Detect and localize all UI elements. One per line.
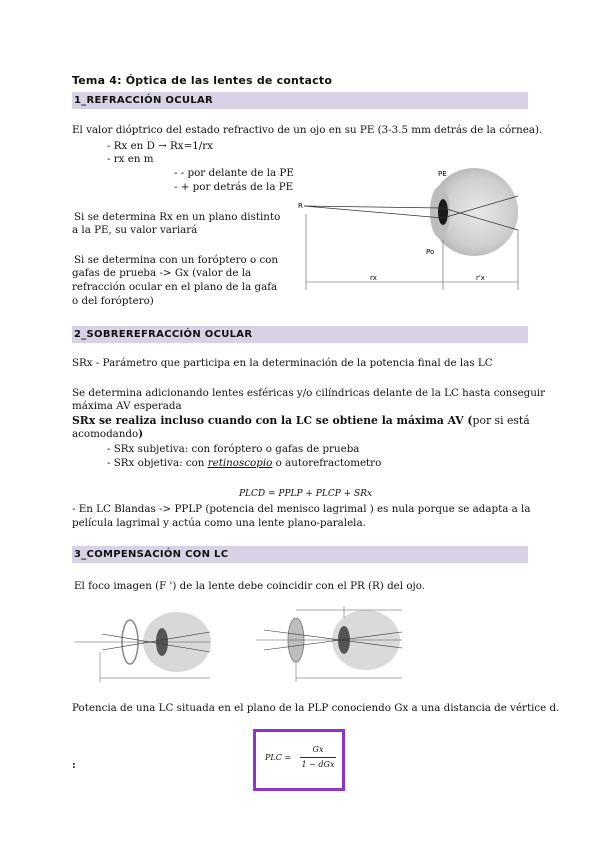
- s2-paragraph-3-line-1: [72, 414, 530, 427]
- compensation-diagram-left: [72, 604, 212, 684]
- lens-shape: [438, 199, 448, 225]
- s1-paragraph-3-line-1: Si se determina con un foróptero o con: [74, 254, 279, 266]
- s2-note: por si está: [472, 414, 530, 427]
- formula-plc-lhs: PLC =: [265, 753, 292, 762]
- s2-list-item-2-a: - SRx objetiva: con: [107, 457, 208, 469]
- section-heading-refraccion: 1_REFRACCIÓN OCULAR: [72, 92, 528, 109]
- s1-list-item-3: - - por delante de la PE: [174, 167, 294, 179]
- s1-list-item-2: - rx en m: [107, 153, 154, 165]
- label-rxp: r'x: [476, 274, 485, 282]
- s2-paragraph-4-line-2: película lagrimal y actúa como una lente plano-paralela.: [72, 517, 366, 529]
- s3-paragraph-1: El foco imagen (F ') de la lente debe coincidir con el PR (R) del ojo.: [74, 580, 426, 592]
- s2-paragraph-3-line-2: [72, 428, 143, 441]
- label-rx: rx: [370, 274, 377, 282]
- s3-colon: :: [72, 759, 76, 771]
- s1-paragraph-2-line-2: a la PE, su valor variará: [72, 224, 198, 236]
- s1-paragraph-3-line-3: refracción ocular en el plano de la gafa: [72, 281, 278, 293]
- eye-refraction-diagram: [296, 160, 528, 300]
- s1-paragraph-3-line-4: o del foróptero): [72, 295, 154, 307]
- s2-paragraph-4-line-1: - En LC Blandas -> PPLP (potencia del menisco lagrimal ) es nula porque se adapta a la: [72, 503, 531, 515]
- retinoscopio-link[interactable]: retinoscopio: [207, 457, 273, 469]
- s2-note-2: acomodando: [72, 428, 139, 440]
- formula-plc-numerator: Gx: [312, 745, 324, 754]
- compensation-diagram-right: [254, 604, 404, 684]
- formula-plc-denominator: 1 − dGx: [301, 760, 335, 769]
- s2-paragraph-2-line-1: Se determina adicionando lentes esféricas y/o cilíndricas delante de la LC hasta conseguir: [72, 387, 546, 399]
- s2-list-item-1: - SRx subjetiva: con foróptero o gafas de prueba: [107, 443, 360, 455]
- formula-plc-box: [253, 729, 345, 791]
- formula-plcd: PLCD = PPLP + PLCP + SRx: [239, 489, 373, 499]
- s1-paragraph-3-line-2: gafas de prueba -> Gx (valor de la: [72, 267, 252, 279]
- s2-list-item-2-b: o autorefractometro: [272, 457, 382, 469]
- s2-paragraph-2-line-2: máxima AV esperada: [72, 400, 182, 412]
- s1-list-item-4: - + por detrás de la PE: [174, 181, 294, 193]
- s2-bold-statement: SRx se realiza incluso cuando con la LC se obtiene la máxima AV (: [72, 414, 473, 427]
- s1-paragraph-1: El valor dióptrico del estado refractivo de un ojo en su PE (3-3.5 mm detrás de la córnea).: [72, 124, 543, 136]
- section-heading-sobrerefraccion: 2_SOBREREFRACCIÓN OCULAR: [72, 326, 528, 343]
- formula-fraction-bar: [300, 757, 336, 758]
- s2-list-item-2: [107, 457, 381, 470]
- section-heading-compensacion: 3_COMPENSACIÓN CON LC: [72, 546, 528, 563]
- s1-paragraph-2-line-1: Si se determina Rx en un plano distinto: [74, 211, 281, 223]
- s1-list-item-1: - Rx en D → Rx=1/rx: [107, 140, 213, 152]
- s2-paren-close: ): [138, 428, 144, 440]
- label-r: R: [298, 202, 303, 210]
- page-title: Tema 4: Óptica de las lentes de contacto: [72, 74, 333, 87]
- s2-paragraph-1: SRx - Parámetro que participa en la determinación de la potencia final de las LC: [72, 357, 493, 369]
- label-po: Po: [426, 248, 435, 256]
- s3-paragraph-2: Potencia de una LC situada en el plano de la PLP conociendo Gx a una distancia de vértice d.: [72, 702, 560, 714]
- label-pe: PE: [438, 170, 447, 178]
